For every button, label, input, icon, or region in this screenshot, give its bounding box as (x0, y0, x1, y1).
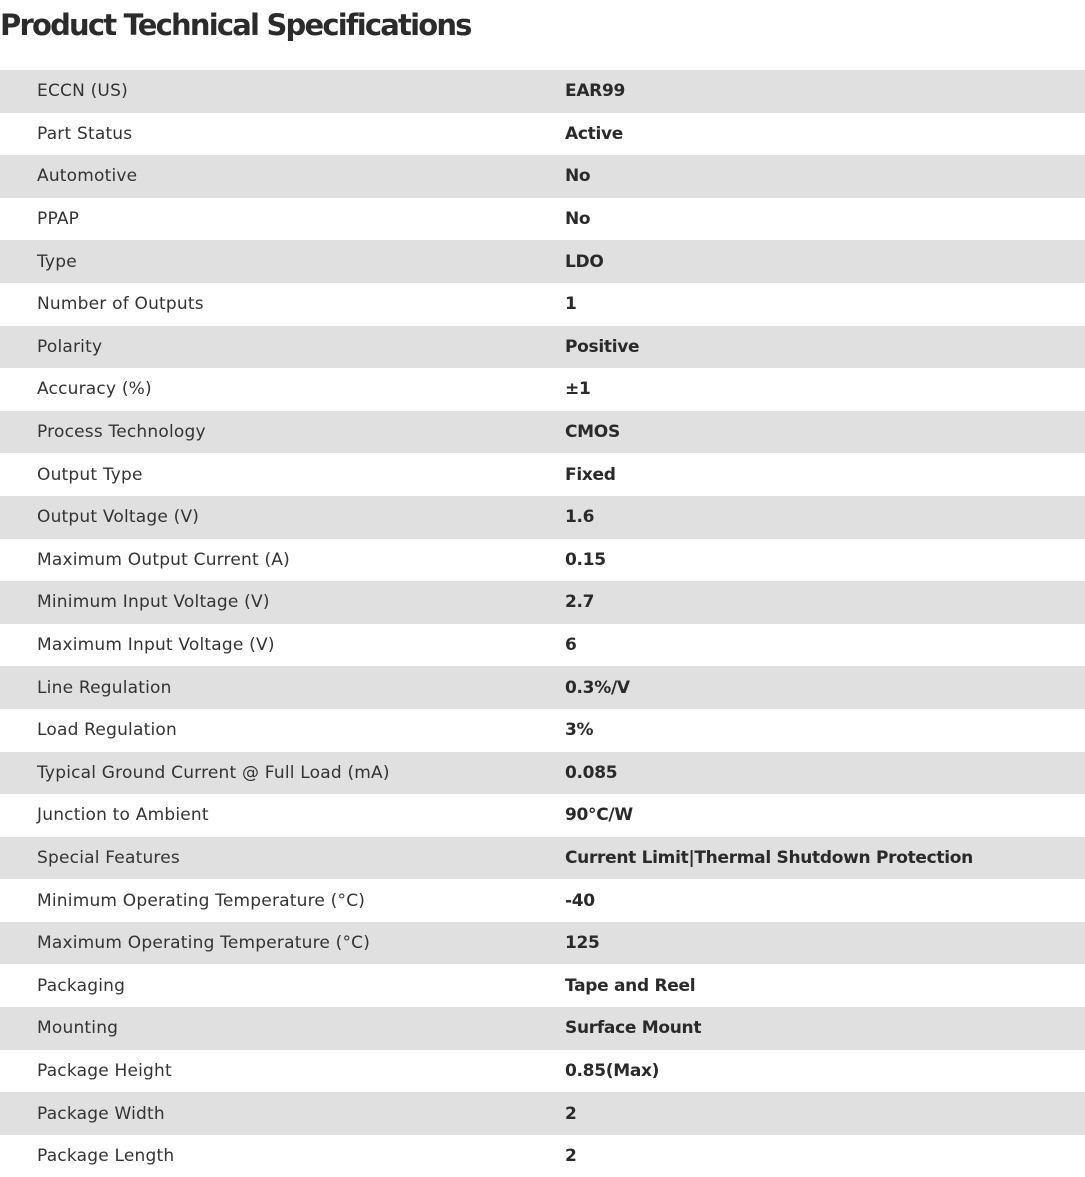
spec-label: Package Height (37, 1060, 172, 1081)
spec-row (0, 1092, 1085, 1135)
spec-row (0, 283, 1085, 326)
spec-row (0, 752, 1085, 795)
spec-value: 2 (565, 1146, 577, 1167)
spec-value: 3% (565, 720, 594, 741)
spec-row (0, 453, 1085, 496)
spec-label: Packaging (37, 975, 126, 996)
spec-row (0, 155, 1085, 198)
spec-label: ECCN (US) (37, 81, 128, 102)
spec-value: Surface Mount (565, 1018, 702, 1039)
spec-row (0, 837, 1085, 880)
spec-row (0, 326, 1085, 369)
spec-row (0, 70, 1085, 113)
spec-label: Package Width (37, 1103, 165, 1124)
spec-value: CMOS (565, 422, 620, 443)
spec-value: Tape and Reel (565, 975, 696, 996)
spec-label: Type (37, 251, 77, 272)
spec-label: Junction to Ambient (37, 805, 209, 826)
spec-value: No (565, 209, 591, 230)
spec-label: Polarity (37, 336, 103, 357)
spec-value: LDO (565, 251, 604, 272)
spec-row (0, 964, 1085, 1007)
spec-label: Typical Ground Current @ Full Load (mA) (37, 762, 390, 783)
spec-row (0, 113, 1085, 156)
spec-row (0, 539, 1085, 582)
spec-label: Maximum Input Voltage (V) (37, 635, 275, 656)
spec-value: Positive (565, 336, 640, 357)
spec-label: PPAP (37, 209, 80, 230)
spec-label: Load Regulation (37, 720, 177, 741)
spec-label: Minimum Input Voltage (V) (37, 592, 270, 613)
spec-value: 0.3%/V (565, 677, 630, 698)
spec-value: 90°C/W (565, 805, 633, 826)
spec-value: 0.85(Max) (565, 1060, 660, 1081)
spec-row (0, 240, 1085, 283)
spec-label: Output Voltage (V) (37, 507, 200, 528)
specifications-table-body (0, 70, 1085, 1177)
spec-row (0, 368, 1085, 411)
spec-value: 2 (565, 1103, 577, 1124)
spec-value: Fixed (565, 464, 616, 485)
page-title: Product Technical Specifications (0, 8, 471, 42)
spec-label: Maximum Operating Temperature (°C) (37, 933, 371, 954)
spec-label: Automotive (37, 166, 138, 187)
spec-label: Maximum Output Current (A) (37, 549, 290, 570)
spec-value: 6 (565, 635, 577, 656)
spec-value: EAR99 (565, 81, 626, 102)
spec-value: 0.085 (565, 762, 618, 783)
spec-label: Minimum Operating Temperature (°C) (37, 890, 366, 911)
spec-row (0, 879, 1085, 922)
spec-value: No (565, 166, 591, 187)
spec-label: Special Features (37, 847, 180, 868)
spec-row (0, 1050, 1085, 1093)
spec-value: Current Limit|Thermal Shutdown Protection (565, 847, 973, 868)
spec-value: -40 (565, 890, 595, 911)
spec-label: Output Type (37, 464, 143, 485)
spec-row (0, 1007, 1085, 1050)
spec-row (0, 581, 1085, 624)
spec-row (0, 709, 1085, 752)
spec-row (0, 496, 1085, 539)
spec-row (0, 666, 1085, 709)
spec-label: Package Length (37, 1146, 175, 1167)
spec-value: 125 (565, 933, 600, 954)
spec-label: Line Regulation (37, 677, 172, 698)
specifications-table (0, 70, 1085, 1177)
spec-row (0, 411, 1085, 454)
spec-row (0, 624, 1085, 667)
spec-value: 0.15 (565, 549, 606, 570)
spec-value: 2.7 (565, 592, 595, 613)
spec-value: 1 (565, 294, 577, 315)
spec-label: Number of Outputs (37, 294, 204, 315)
spec-row (0, 794, 1085, 837)
spec-label: Part Status (37, 123, 133, 144)
spec-label: Process Technology (37, 422, 206, 443)
spec-value: Active (565, 123, 623, 144)
spec-value: 1.6 (565, 507, 595, 528)
spec-row (0, 922, 1085, 965)
spec-label: Accuracy (%) (37, 379, 152, 400)
spec-label: Mounting (37, 1018, 119, 1039)
spec-row (0, 198, 1085, 241)
spec-value: ±1 (565, 379, 591, 400)
